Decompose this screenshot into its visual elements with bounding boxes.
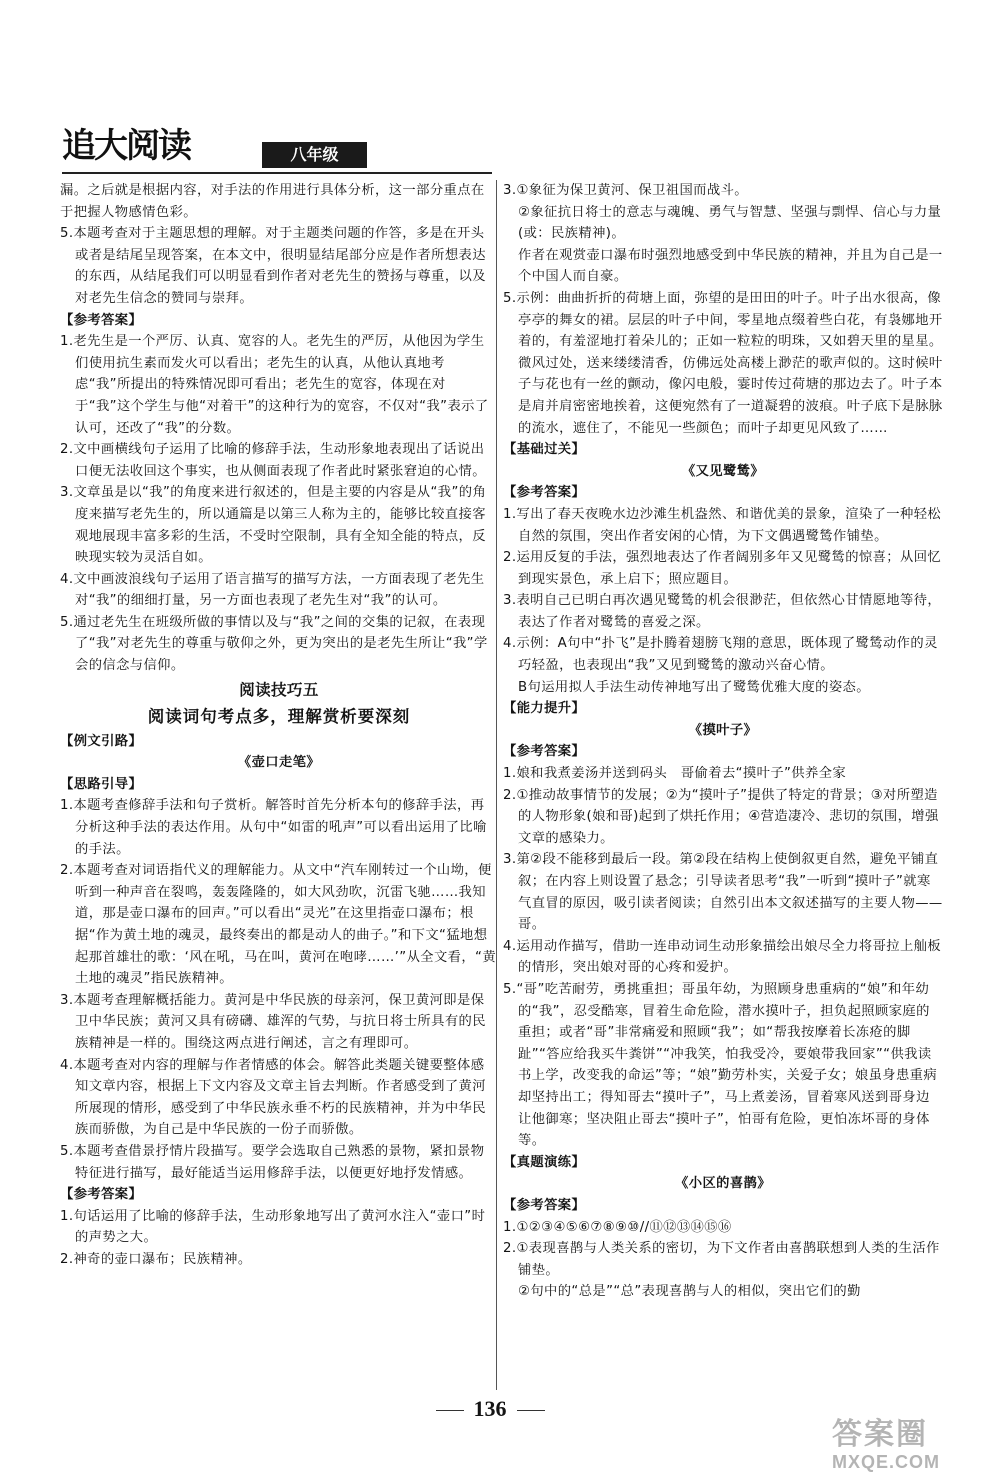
page-dash-left	[436, 1410, 464, 1411]
section-tag: 【例文引路】	[60, 733, 143, 749]
section-tag: 【思路引导】	[60, 776, 143, 792]
column-divider	[496, 180, 497, 1390]
answer-item: 2.①推动故事情节的发展；②为“摸叶子”提供了特定的背景；③对所塑造的人物形象(娘和哥)起到了烘托作用；④营造凄冷、悲切的氛围，增强文章的感染力。	[503, 787, 939, 846]
section-tag: 【基础过关】	[503, 442, 586, 458]
answer-item: 1.①②③④⑤⑥⑦⑧⑨⑩//⑪⑫⑬⑭⑮⑯	[503, 1219, 732, 1235]
watermark-url: MXQE.COM	[832, 1452, 941, 1472]
answer-item: 3.本题考查理解概括能力。黄河是中华民族的母亲河，保卫黄河即是保卫中华民族；黄河又具有磅礴、雄浑的气势，与抗日将士所具有的民族精神是一样的。围绕这两点进行阐述，言之有理即可。	[60, 992, 486, 1051]
answer-item: 5.本题考查借景抒情片段描写。要学会选取自己熟悉的景物，紧扣景物特征进行描写，最好能适当运用修辞手法，以便更好地抒发情感。	[60, 1143, 485, 1181]
answer-item: 4.运用动作描写，借助一连串动词生动形象描绘出娘尽全力将哥拉上舢板的情形，突出娘对哥的心疼和爱护。	[503, 938, 942, 976]
section-tag: 【参考答案】	[60, 1187, 143, 1203]
section-tag: 【参考答案】	[503, 485, 586, 501]
answer-item: 1.娘和我煮姜汤并送到码头 哥偷着去“摸叶子”供养全家	[503, 766, 847, 782]
article-title: 《又见鹭鸶》	[681, 463, 765, 479]
answer-item: 5.本题考查对于主题思想的理解。对于主题类问题的作答，多是在开头或者是结尾呈现答案，在本文中，很明显结尾部分应是作者所想表达的东西，从结尾我们可以明显看到作者对老先生的赞扬与尊重，以及对老先生信念的赞同与崇拜。	[60, 226, 486, 306]
answer-item: 4.本题考查对内容的理解与作者情感的体会。解答此类题关键要整体感知文章内容，根据上下文内容及文章主旨去判断。作者感受到了黄河所展现的情形，感受到了中华民族永垂不朽的民族精神，并为中华民族而骄傲，为自己是中华民族的一份子而骄傲。	[60, 1057, 486, 1138]
answer-item: 5.示例：曲曲折折的荷塘上面，弥望的是田田的叶子。叶子出水很高，像亭亭的舞女的裙。层层的叶子中间，零星地点缀着些白花，有袅娜地开着的，有羞涩地打着朵儿的；正如一粒粒的明珠，又如碧天里的星星。微风过处，送来缕缕清香，仿佛远处高楼上渺茫的歌声似的。这时候叶子与花也有一丝的颤动，像闪电般，霎时传过荷塘的那边去了。叶子本是肩并肩密密地挨着，这便宛然有了一道凝碧的波痕。叶子底下是脉脉的流水，遮住了，不能见一些颜色；而叶子却更见风致了……	[503, 290, 943, 436]
answer-item: 5.通过老先生在班级所做的事情以及与“我”之间的交集的记叙，在表现了“我”对老先生的尊重与敬仰之外，更为突出的是老先生所让“我”学会的信念与信仰。	[60, 614, 488, 674]
watermark-logo	[832, 1418, 992, 1478]
section-tag: 【参考答案】	[60, 312, 143, 328]
section-tag: 【参考答案】	[503, 744, 586, 760]
page-dash-right	[517, 1410, 545, 1411]
answer-subitem: B句运用拟人手法生动传神地写出了鹭鸶优雅大度的姿态。	[518, 679, 870, 695]
answer-subitem: 作者在观赏壶口瀑布时强烈地感受到中华民族的精神，并且为自己是一个中国人而自豪。	[518, 247, 943, 285]
page-number	[420, 1396, 560, 1422]
answer-item: 3.文章虽是以“我”的角度来进行叙述的，但是主要的内容是从“我”的角度来描写老先生的，所以通篇是以第三人称为主的，能够比较直接客观地展现丰富多彩的生活，不受时空限制，具有全知全能的特点，反映现实较为灵活自如。	[60, 485, 487, 566]
answer-subitem: ②句中的“总是”“总”表现喜鹊与人的相似，突出它们的勤	[518, 1284, 861, 1300]
answer-item: 1.本题考查修辞手法和句子赏析。解答时首先分析本句的修辞手法，再分析这种手法的表达作用。从句中“如雷的吼声”可以看出运用了比喻的手法。	[60, 798, 487, 857]
section-tag: 【参考答案】	[503, 1197, 586, 1213]
section-heading: 阅读技巧五	[239, 680, 319, 699]
series-logo: 追大阅读	[62, 126, 190, 166]
article-title: 《摸叶子》	[688, 722, 758, 738]
grade-badge: 八年级	[262, 142, 367, 168]
answer-item: 3.第②段不能移到最后一段。第②段在结构上使倒叙更自然，避免平铺直叙；在内容上则设置了悬念；引导读者思考“我”一听到“摸叶子”就寒气直冒的原因，吸引读者阅读；自然引出本文叙述描写的主要人物——哥。	[503, 852, 943, 933]
right-column	[503, 180, 943, 1303]
watermark-title: 答案圈	[832, 1418, 928, 1451]
article-title: 《小区的喜鹊》	[675, 1176, 771, 1192]
answer-item: 4.文中画波浪线句子运用了语言描写的描写方法，一方面表现了老先生对“我”的细细打量，另一方面也表现了老先生对“我”的认可。	[60, 571, 485, 609]
answer-item: 2.神奇的壶口瀑布；民族精神。	[60, 1251, 252, 1267]
paragraph: 漏。之后就是根据内容，对手法的作用进行具体分析，这一部分重点在于把握人物感情色彩。	[60, 183, 485, 220]
section-subheading: 阅读词句考点多，理解赏析要深刻	[147, 706, 411, 726]
answer-item: 2.运用反复的手法，强烈地表达了作者阔别多年又见鹭鸶的惊喜；从回忆到现实景色，承上启下；照应题目。	[503, 550, 942, 587]
book-header	[62, 118, 339, 170]
answer-item: 3.表明自己已明白再次遇见鹭鸶的机会很渺茫，但依然心甘情愿地等待，表达了作者对鹭鸶的喜爱之深。	[503, 593, 942, 630]
section-tag: 【能力提升】	[503, 701, 586, 717]
answer-item: 1.老先生是一个严厉、认真、宽容的人。老先生的严厉，从他因为学生们使用抗生素而发火可以看出；老先生的认真，从他认真地考虑“我”所提出的特殊情况即可看出；老先生的宽容，体现在对于“我”这个学生与他“对着干”的这种行为的宽容，不仅对“我”表示了认可，还改了“我”的分数。	[60, 334, 489, 436]
answer-item: 2.文中画横线句子运用了比喻的修辞手法，生动形象地表现出了话说出口便无法收回这个事实，也从侧面表现了作者此时紧张窘迫的心情。	[60, 442, 486, 479]
section-tag: 【真题演练】	[503, 1154, 586, 1170]
article-title: 《壶口走笔》	[237, 755, 321, 771]
answer-item: 5.“哥”吃苦耐劳，勇挑重担；哥虽年幼，为照顾身患重病的“娘”和年幼的“我”，忍受酷寒，冒着生命危险，潜水摸叶子，担负起照顾家庭的重担；或者“哥”非常痛爱和照顾“我”；如“帮我按摩着长冻疮的脚趾”“答应给我买牛粪饼”“冲我笑，怕我受冷，要娘带我回家”“供我读书上学，改变我的命运”等；“娘”勤劳朴实，关爱子女；娘虽身患重病却坚持出工；得知哥去“摸叶子”，马上煮姜汤，冒着寒风送到哥身边让他御寒；坚决阻止哥去“摸叶子”，怕哥有危险，更怕冻坏哥的身体等。	[503, 981, 938, 1149]
answer-item: 2.①表现喜鹊与人类关系的密切，为下文作者由喜鹊联想到人类的生活作铺垫。	[503, 1241, 940, 1278]
answer-item: 3.①象征为保卫黄河、保卫祖国而战斗。	[503, 183, 748, 198]
page-number-text: 136	[473, 1396, 507, 1421]
header-rule	[62, 172, 492, 174]
answer-subitem: ②象征抗日将士的意志与魂魄、勇气与智慧、坚强与剽悍、信心与力量(或：民族精神)。	[518, 204, 942, 242]
answer-item: 4.示例：A句中“扑飞”是扑腾着翅膀飞翔的意思，既体现了鹭鸶动作的灵巧轻盈，也表现出“我”又见到鹭鸶的激动兴奋心情。	[503, 636, 938, 674]
answer-item: 2.本题考查对词语指代义的理解能力。从文中“汽车刚转过一个山坳，便听到一种声音在裂鸣，轰轰隆隆的，如大风劲吹，沉雷飞驰……我知道，那是壶口瀑布的回声。”可以看出“灵光”在这里指壶口瀑布；根据“作为黄土地的魂灵，最终奏出的都是动人的曲子。”和下文“猛地想起那首雄壮的歌：‘风在吼，马在叫，黄河在咆哮……’”从全文看，“黄土地的魂灵”指民族精神。	[60, 863, 497, 987]
answer-item: 1.句话运用了比喻的修辞手法，生动形象地写出了黄河水注入“壶口”时的声势之大。	[60, 1208, 486, 1246]
answer-item: 1.写出了春天夜晚水边沙滩生机盎然、和谐优美的景象，渲染了一种轻松自然的氛围，突出作者安闲的心情，为下文偶遇鹭鸶作铺垫。	[503, 506, 942, 544]
left-column	[60, 180, 498, 1271]
